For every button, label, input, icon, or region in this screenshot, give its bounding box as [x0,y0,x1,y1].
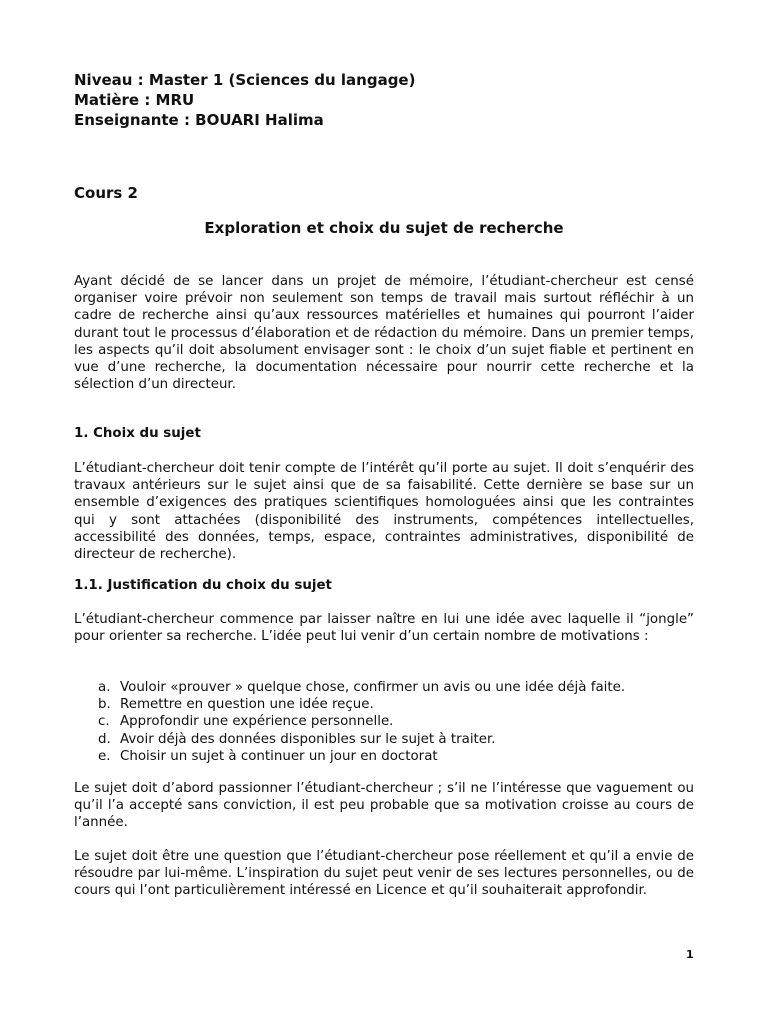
subject-line: Matière : MRU [74,91,195,109]
motivations-list [98,679,625,765]
list-item [98,748,625,765]
list-item-text: Avoir déjà des données disponibles sur le sujet à traiter. [120,731,496,747]
section-1-1-heading: 1.1. Justification du choix du sujet [74,578,332,593]
level-line: Niveau : Master 1 (Sciences du langage) [74,71,416,89]
list-item-text: Approfondir une expérience personnelle. [120,714,394,730]
section-1-paragraph: L’étudiant-chercheur doit tenir compte de l’intérêt qu’il porte au sujet. Il doit s’enquérir des travaux antérieurs sur le sujet ainsi que de sa faisabilité. Cette dernière se base sur un ensemble d’exigences des pratiques scientifiques homologuées ainsi que les contraintes qui y sont attachées (disponibilité des instruments, compétences intellectuelles, accessibilité des données, temps, espace, contraintes administratives, disponibilité de directeur de recherche). [74,461,694,563]
intro-paragraph: Ayant décidé de se lancer dans un projet de mémoire, l’étudiant-chercheur est censé organiser voire prévoir non seulement son temps de travail mais surtout réfléchir à un cadre de recherche ainsi qu’aux ressources matérielles et humaines qui pourront l’aider durant tout le processus d’élaboration et de rédaction du mémoire. Dans un premier temps, les aspects qu’il doit absolument envisager sont : le choix d’un sujet fiable et pertinent en vue d’une recherche, la documentation nécessaire pour nourrir cette recherche et la sélection d’un directeur. [74,274,694,393]
list-item [98,731,625,748]
list-item-text: Remettre en question une idée reçue. [120,697,374,713]
subject-passion-paragraph: Le sujet doit d’abord passionner l’étudiant-chercheur ; s’il ne l’intéresse que vaguement ou qu’il l’a accepté sans conviction, il est peu probable que sa motivation croisse au cours de l’année. [74,781,694,831]
section-1-1-paragraph: L’étudiant-chercheur commence par laisser naître en lui une idée avec laquelle il “jongle” pour orienter sa recherche. L’idée peut lui venir d’un certain nombre de motivations : [74,612,694,645]
list-item [98,696,625,713]
document-header [74,70,415,130]
list-item-text: Vouloir «prouver » quelque chose, confirmer un avis ou une idée déjà faite. [120,680,626,695]
teacher-line: Enseignante : BOUARI Halima [74,111,324,129]
list-marker: d. [98,731,111,747]
list-item [98,713,625,730]
course-label: Cours 2 [74,184,138,202]
list-item-text: Choisir un sujet à continuer un jour en doctorat [120,748,438,764]
list-marker: c. [98,714,110,730]
page-number: 1 [686,948,694,961]
list-marker: b. [98,697,111,713]
list-marker: a. [98,680,111,695]
subject-question-paragraph: Le sujet doit être une question que l’étudiant-chercheur pose réellement et qu’il a envie de résoudre par lui-même. L’inspiration du sujet peut venir de ses lectures personnelles, ou de cours qui l’ont particulièrement intéressé en Licence et qu’il souhaiterait approfondir. [74,849,694,899]
section-1-heading: 1. Choix du sujet [74,426,201,441]
list-marker: e. [98,748,111,764]
list-item [98,679,625,696]
document-title: Exploration et choix du sujet de recherche [204,219,564,237]
